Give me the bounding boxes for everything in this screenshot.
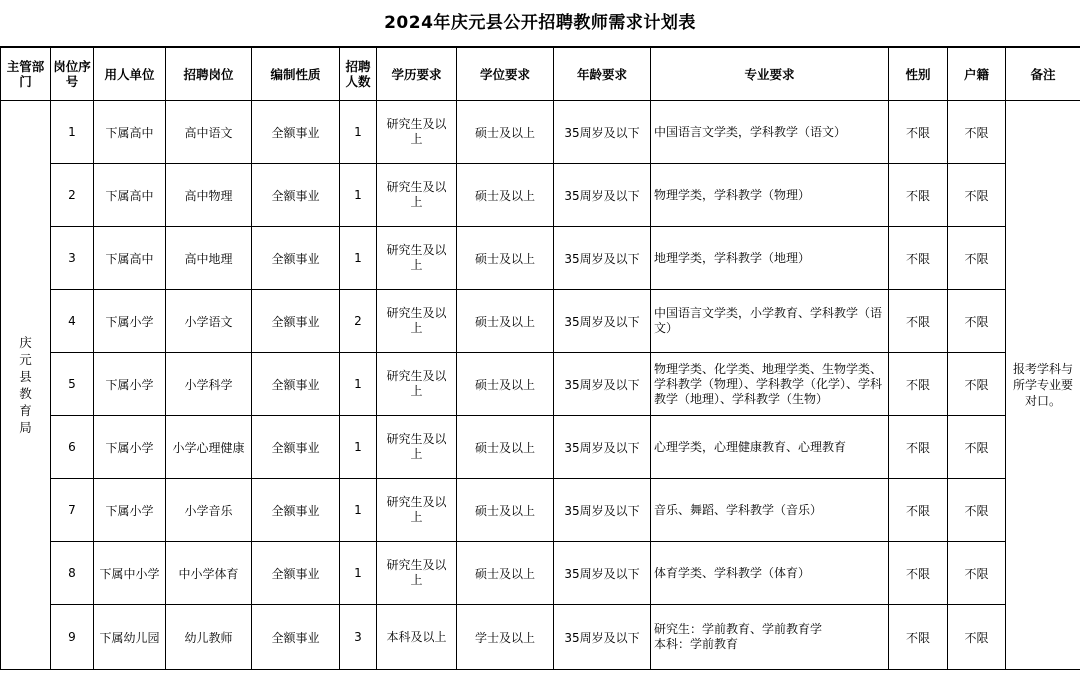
- cell-major: 体育学类、学科教学（体育）: [651, 542, 889, 605]
- cell-post: 中小学体育: [166, 542, 252, 605]
- cell-post: 小学心理健康: [166, 416, 252, 479]
- cell-post: 小学音乐: [166, 479, 252, 542]
- cell-num: 1: [340, 227, 377, 290]
- cell-age: 35周岁及以下: [554, 101, 651, 164]
- table-row: [1, 164, 1080, 227]
- table-row: [1, 542, 1080, 605]
- cell-num: 1: [340, 479, 377, 542]
- cell-major: 物理学类、化学类、地理学类、生物学类、学科教学（物理）、学科教学（化学）、学科教学（地理）、学科教学（生物）: [651, 353, 889, 416]
- cell-type: 全额事业: [252, 290, 340, 353]
- header-post: 招聘岗位: [166, 48, 252, 101]
- cell-seq: 8: [51, 542, 94, 605]
- header-major: 专业要求: [651, 48, 889, 101]
- cell-unit: 下属高中: [94, 101, 166, 164]
- cell-seq: 1: [51, 101, 94, 164]
- header-dept: 主管部门: [1, 48, 51, 101]
- cell-age: 35周岁及以下: [554, 605, 651, 670]
- major-line: 本科：学前教育: [654, 637, 739, 651]
- cell-age: 35周岁及以下: [554, 479, 651, 542]
- cell-seq: 7: [51, 479, 94, 542]
- cell-hukou: 不限: [948, 416, 1006, 479]
- cell-unit: 下属高中: [94, 164, 166, 227]
- cell-seq: 4: [51, 290, 94, 353]
- header-age: 年龄要求: [554, 48, 651, 101]
- cell-gender: 不限: [889, 542, 948, 605]
- cell-major: 地理学类，学科教学（地理）: [651, 227, 889, 290]
- cell-type: 全额事业: [252, 479, 340, 542]
- table-row: [1, 353, 1080, 416]
- cell-num: 2: [340, 290, 377, 353]
- cell-type: 全额事业: [252, 605, 340, 670]
- cell-unit: 下属小学: [94, 479, 166, 542]
- cell-unit: 下属幼儿园: [94, 605, 166, 670]
- cell-age: 35周岁及以下: [554, 416, 651, 479]
- cell-type: 全额事业: [252, 416, 340, 479]
- cell-num: 1: [340, 164, 377, 227]
- cell-gender: 不限: [889, 605, 948, 670]
- cell-major: 中国语言文学类，学科教学（语文）: [651, 101, 889, 164]
- cell-post: 高中物理: [166, 164, 252, 227]
- cell-edu: 研究生及以上: [377, 416, 457, 479]
- cell-degree: 硕士及以上: [457, 290, 554, 353]
- cell-post: 小学语文: [166, 290, 252, 353]
- cell-seq: 2: [51, 164, 94, 227]
- cell-edu: 研究生及以上: [377, 164, 457, 227]
- cell-gender: 不限: [889, 227, 948, 290]
- cell-num: 1: [340, 101, 377, 164]
- cell-edu: 研究生及以上: [377, 542, 457, 605]
- cell-unit: 下属中小学: [94, 542, 166, 605]
- cell-degree: 硕士及以上: [457, 164, 554, 227]
- cell-seq: 5: [51, 353, 94, 416]
- cell-hukou: 不限: [948, 353, 1006, 416]
- table-header-row: [1, 48, 1080, 101]
- cell-hukou: 不限: [948, 227, 1006, 290]
- cell-major: 中国语言文学类，小学教育、学科教学（语文）: [651, 290, 889, 353]
- cell-major: 心理学类，心理健康教育、心理教育: [651, 416, 889, 479]
- cell-degree: 硕士及以上: [457, 542, 554, 605]
- cell-gender: 不限: [889, 290, 948, 353]
- cell-hukou: 不限: [948, 101, 1006, 164]
- cell-type: 全额事业: [252, 101, 340, 164]
- dept-cell: [1, 101, 51, 670]
- cell-post: 高中语文: [166, 101, 252, 164]
- cell-hukou: 不限: [948, 605, 1006, 670]
- cell-degree: 硕士及以上: [457, 353, 554, 416]
- cell-post: 小学科学: [166, 353, 252, 416]
- cell-type: 全额事业: [252, 227, 340, 290]
- cell-unit: 下属小学: [94, 353, 166, 416]
- cell-age: 35周岁及以下: [554, 353, 651, 416]
- cell-edu: 研究生及以上: [377, 479, 457, 542]
- cell-degree: 硕士及以上: [457, 416, 554, 479]
- cell-type: 全额事业: [252, 353, 340, 416]
- cell-unit: 下属小学: [94, 416, 166, 479]
- cell-seq: 6: [51, 416, 94, 479]
- cell-gender: 不限: [889, 479, 948, 542]
- header-gender: 性别: [889, 48, 948, 101]
- cell-unit: 下属高中: [94, 227, 166, 290]
- page-title: 2024年庆元县公开招聘教师需求计划表: [0, 0, 1080, 47]
- cell-gender: 不限: [889, 416, 948, 479]
- header-type: 编制性质: [252, 48, 340, 101]
- cell-num: 1: [340, 353, 377, 416]
- cell-edu: 研究生及以上: [377, 290, 457, 353]
- cell-degree: 学士及以上: [457, 605, 554, 670]
- note-cell: 报考学科与所学专业要对口。: [1006, 101, 1080, 670]
- cell-major: 音乐、舞蹈、学科教学（音乐）: [651, 479, 889, 542]
- cell-num: 1: [340, 416, 377, 479]
- header-note: 备注: [1006, 48, 1080, 101]
- table-row: [1, 416, 1080, 479]
- cell-degree: 硕士及以上: [457, 479, 554, 542]
- header-num: 招聘人数: [340, 48, 377, 101]
- major-line: 研究生：学前教育、学前教育学: [654, 622, 823, 636]
- plan-table: [0, 47, 1080, 670]
- cell-degree: 硕士及以上: [457, 227, 554, 290]
- cell-seq: 9: [51, 605, 94, 670]
- cell-hukou: 不限: [948, 479, 1006, 542]
- cell-num: 3: [340, 605, 377, 670]
- table-row: [1, 290, 1080, 353]
- cell-edu: 本科及以上: [377, 605, 457, 670]
- cell-hukou: 不限: [948, 164, 1006, 227]
- table-row: [1, 479, 1080, 542]
- cell-edu: 研究生及以上: [377, 101, 457, 164]
- cell-edu: 研究生及以上: [377, 353, 457, 416]
- cell-seq: 3: [51, 227, 94, 290]
- header-unit: 用人单位: [94, 48, 166, 101]
- cell-gender: 不限: [889, 101, 948, 164]
- cell-age: 35周岁及以下: [554, 290, 651, 353]
- table-row: [1, 227, 1080, 290]
- cell-type: 全额事业: [252, 164, 340, 227]
- cell-age: 35周岁及以下: [554, 227, 651, 290]
- cell-major: 物理学类，学科教学（物理）: [651, 164, 889, 227]
- cell-unit: 下属小学: [94, 290, 166, 353]
- header-seq: 岗位序号: [51, 48, 94, 101]
- header-edu: 学历要求: [377, 48, 457, 101]
- cell-num: 1: [340, 542, 377, 605]
- cell-gender: 不限: [889, 164, 948, 227]
- cell-major: [651, 605, 889, 670]
- cell-type: 全额事业: [252, 542, 340, 605]
- cell-edu: 研究生及以上: [377, 227, 457, 290]
- header-degree: 学位要求: [457, 48, 554, 101]
- cell-degree: 硕士及以上: [457, 101, 554, 164]
- cell-hukou: 不限: [948, 290, 1006, 353]
- cell-post: 幼儿教师: [166, 605, 252, 670]
- cell-gender: 不限: [889, 353, 948, 416]
- cell-post: 高中地理: [166, 227, 252, 290]
- header-hukou: 户籍: [948, 48, 1006, 101]
- cell-age: 35周岁及以下: [554, 164, 651, 227]
- cell-hukou: 不限: [948, 542, 1006, 605]
- dept-name: 庆元县教育局: [19, 334, 32, 435]
- table-row: [1, 605, 1080, 670]
- table-row: [1, 101, 1080, 164]
- cell-age: 35周岁及以下: [554, 542, 651, 605]
